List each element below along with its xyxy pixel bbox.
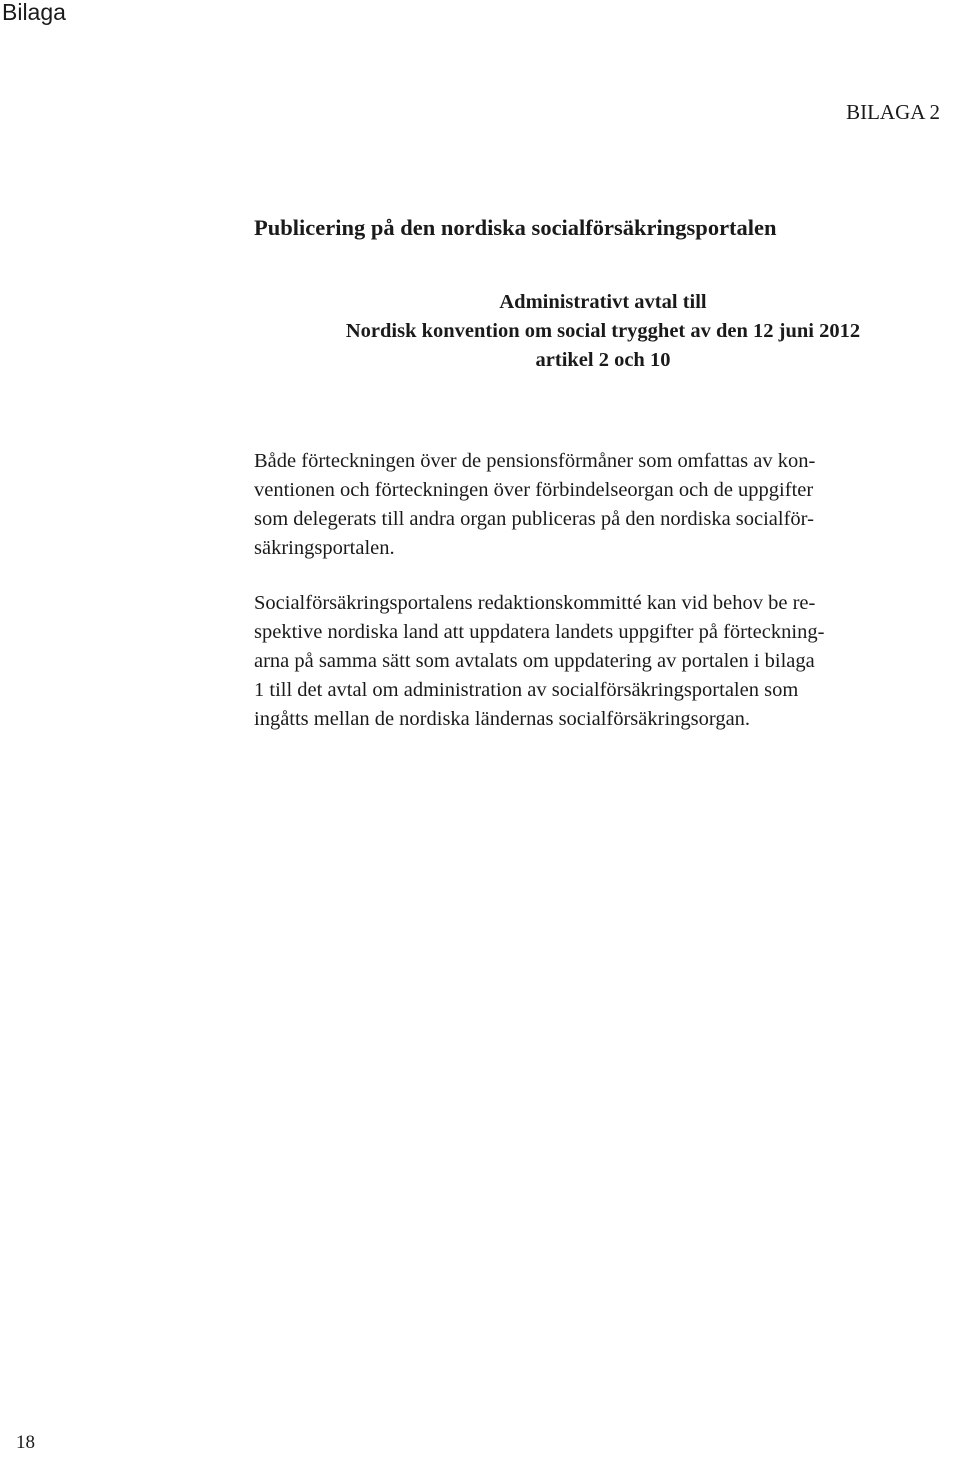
subtitle-line: Administrativt avtal till <box>499 291 707 313</box>
paragraph-editorial-committee <box>254 589 959 734</box>
paragraph-line: säkringsportalen. <box>254 537 395 559</box>
paragraph-line: ventionen och förteckningen över förbindelseorgan och de uppgifter <box>254 479 814 501</box>
subtitle-line: Nordisk konvention om social trygghet av den 12 juni 2012 <box>345 320 861 342</box>
agreement-subtitle <box>254 288 952 375</box>
paragraph-publication <box>254 447 959 563</box>
paragraph-line: Både förteckningen över de pensionsförmåner som omfattas av kon- <box>254 450 816 472</box>
paragraph-line: spektive nordiska land att uppdatera landets uppgifter på förteckning- <box>254 621 825 643</box>
paragraph-line: arna på samma sätt som avtalats om uppdatering av portalen i bilaga <box>254 650 815 672</box>
page-title: Publicering på den nordiska socialförsäkringsportalen <box>254 215 777 240</box>
page-number: 18 <box>16 1432 35 1453</box>
paragraph-line: Socialförsäkringsportalens redaktionskommitté kan vid behov be re- <box>254 592 816 614</box>
paragraph-line: 1 till det avtal om administration av socialförsäkringsportalen som <box>254 679 799 701</box>
annex-label: BILAGA 2 <box>846 100 940 124</box>
paragraph-line: ingåtts mellan de nordiska ländernas socialförsäkringsorgan. <box>254 708 751 730</box>
document-section-label: Bilaga <box>2 0 66 25</box>
subtitle-line: artikel 2 och 10 <box>535 349 671 371</box>
paragraph-line: som delegerats till andra organ publiceras på den nordiska socialför- <box>254 508 814 530</box>
